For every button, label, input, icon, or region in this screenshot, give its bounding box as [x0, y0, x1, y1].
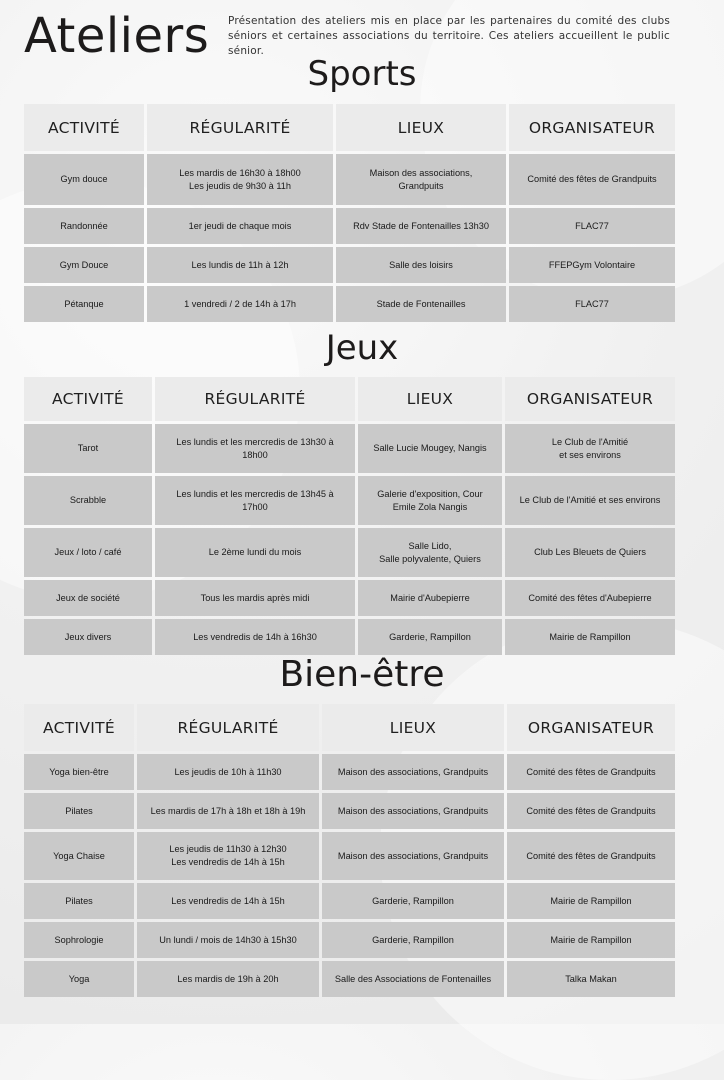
- table-row: [24, 922, 675, 958]
- activity-cell: Jeux divers: [24, 619, 152, 655]
- organizer-cell: Mairie de Rampillon: [507, 922, 675, 958]
- organizer-line: Le Club de l'Amitié: [551, 436, 629, 447]
- activity-cell: Yoga Chaise: [24, 832, 134, 880]
- activity-cell: Pétanque: [24, 286, 144, 322]
- organizer-line: et ses environs: [559, 449, 621, 460]
- schedule-line: 17h00: [242, 501, 268, 512]
- table-row: [24, 154, 675, 205]
- table-header-row: [24, 104, 675, 151]
- schedule-cell: Un lundi / mois de 14h30 à 15h30: [137, 922, 319, 958]
- schedule-cell: Les mardis de 19h à 20h: [137, 961, 319, 997]
- intro-text: Présentation des ateliers mis en place par les partenaires du comité des clubs séniors et certaines associations du territoire. Ces ateliers accueillent le public sénior.: [228, 15, 670, 57]
- table-row: [24, 754, 675, 790]
- activity-cell: Scrabble: [24, 476, 152, 525]
- schedule-cell: Les vendredis de 14h à 15h: [137, 883, 319, 919]
- jeux-table: [21, 374, 678, 658]
- schedule-cell: Les lundis de 11h à 12h: [147, 247, 333, 283]
- location-cell: Maison des associations, Grandpuits: [322, 793, 504, 829]
- location-line: Grandpuits: [398, 180, 444, 191]
- schedule-cell: Les jeudis de 10h à 11h30: [137, 754, 319, 790]
- organizer-cell: Comité des fêtes de Grandpuits: [507, 754, 675, 790]
- location-cell: Rdv Stade de Fontenailles 13h30: [336, 208, 506, 244]
- table-row: [24, 832, 675, 880]
- activity-cell: Pilates: [24, 883, 134, 919]
- organizer-cell: Comité des fêtes de Grandpuits: [507, 832, 675, 880]
- location-cell: [358, 528, 502, 577]
- schedule-line: Les mardis de 16h30 à 18h00: [179, 167, 301, 178]
- location-cell: Stade de Fontenailles: [336, 286, 506, 322]
- sports-table: [21, 101, 678, 325]
- column-header: ACTIVITÉ: [24, 704, 134, 751]
- schedule-cell: 1er jeudi de chaque mois: [147, 208, 333, 244]
- activity-cell: Jeux / loto / café: [24, 528, 152, 577]
- table-row: [24, 424, 675, 473]
- organizer-cell: Mairie de Rampillon: [505, 619, 675, 655]
- column-header: ORGANISATEUR: [507, 704, 675, 751]
- schedule-cell: 1 vendredi / 2 de 14h à 17h: [147, 286, 333, 322]
- location-line: Salle Lido,: [408, 540, 452, 551]
- page-title: Ateliers: [24, 8, 210, 64]
- organizer-cell: Club Les Bleuets de Quiers: [505, 528, 675, 577]
- organizer-cell: Comité des fêtes de Grandpuits: [507, 793, 675, 829]
- location-cell: Salle des Associations de Fontenailles: [322, 961, 504, 997]
- location-line: Emile Zola Nangis: [392, 501, 468, 512]
- schedule-cell: [147, 154, 333, 205]
- schedule-cell: Les mardis de 17h à 18h et 18h à 19h: [137, 793, 319, 829]
- table-row: [24, 528, 675, 577]
- table-row: [24, 476, 675, 525]
- schedule-line: Les vendredis de 14h à 15h: [171, 857, 285, 867]
- schedule-line: Les lundis et les mercredis de 13h45 à: [176, 488, 334, 499]
- location-cell: Garderie, Rampillon: [322, 922, 504, 958]
- location-cell: Garderie, Rampillon: [322, 883, 504, 919]
- section-title-jeux: Jeux: [325, 328, 399, 368]
- column-header: ACTIVITÉ: [24, 377, 152, 421]
- table-header-row: [24, 377, 675, 421]
- schedule-cell: [155, 424, 355, 473]
- table-row: [24, 883, 675, 919]
- activity-cell: Randonnée: [24, 208, 144, 244]
- bien-etre-table: [21, 701, 678, 1000]
- location-line: Galerie d'exposition, Cour: [377, 488, 483, 499]
- location-cell: Mairie d'Aubepierre: [358, 580, 502, 616]
- activity-cell: Jeux de société: [24, 580, 152, 616]
- organizer-cell: Talka Makan: [507, 961, 675, 997]
- activity-cell: Sophrologie: [24, 922, 134, 958]
- location-cell: [358, 476, 502, 525]
- organizer-cell: Comité des fêtes de Grandpuits: [509, 154, 675, 205]
- activity-cell: Yoga: [24, 961, 134, 997]
- column-header: RÉGULARITÉ: [155, 377, 355, 421]
- section-title-bien-etre: Bien-être: [279, 654, 445, 695]
- section-title-sports: Sports: [307, 54, 417, 94]
- location-cell: Garderie, Rampillon: [358, 619, 502, 655]
- column-header: ORGANISATEUR: [509, 104, 675, 151]
- table-header-row: [24, 704, 675, 751]
- organizer-cell: [505, 424, 675, 473]
- activity-cell: Tarot: [24, 424, 152, 473]
- organizer-cell: Le Club de l'Amitié et ses environs: [505, 476, 675, 525]
- table-row: [24, 580, 675, 616]
- schedule-line: Les jeudis de 11h30 à 12h30: [169, 844, 287, 854]
- column-header: ORGANISATEUR: [505, 377, 675, 421]
- table-row: [24, 619, 675, 655]
- location-cell: Maison des associations, Grandpuits: [322, 832, 504, 880]
- activity-cell: Gym Douce: [24, 247, 144, 283]
- organizer-cell: Mairie de Rampillon: [507, 883, 675, 919]
- column-header: LIEUX: [336, 104, 506, 151]
- activity-cell: Yoga bien-être: [24, 754, 134, 790]
- column-header: RÉGULARITÉ: [147, 104, 333, 151]
- location-cell: Maison des associations, Grandpuits: [322, 754, 504, 790]
- column-header: RÉGULARITÉ: [137, 704, 319, 751]
- schedule-cell: Le 2ème lundi du mois: [155, 528, 355, 577]
- organizer-cell: FLAC77: [509, 208, 675, 244]
- table-row: [24, 208, 675, 244]
- column-header: LIEUX: [358, 377, 502, 421]
- table-row: [24, 961, 675, 997]
- organizer-cell: Comité des fêtes d'Aubepierre: [505, 580, 675, 616]
- location-cell: Salle des loisirs: [336, 247, 506, 283]
- organizer-cell: FFEPGym Volontaire: [509, 247, 675, 283]
- schedule-cell: [137, 832, 319, 880]
- location-cell: [336, 154, 506, 205]
- schedule-cell: Les vendredis de 14h à 16h30: [155, 619, 355, 655]
- location-line: Salle polyvalente, Quiers: [379, 553, 481, 564]
- column-header: ACTIVITÉ: [24, 104, 144, 151]
- location-line: Maison des associations,: [369, 167, 473, 178]
- column-header: LIEUX: [322, 704, 504, 751]
- activity-cell: Gym douce: [24, 154, 144, 205]
- table-row: [24, 286, 675, 322]
- organizer-cell: FLAC77: [509, 286, 675, 322]
- table-row: [24, 793, 675, 829]
- activity-cell: Pilates: [24, 793, 134, 829]
- table-row: [24, 247, 675, 283]
- schedule-line: Les jeudis de 9h30 à 11h: [189, 180, 291, 191]
- schedule-line: 18h00: [242, 449, 268, 460]
- schedule-line: Les lundis et les mercredis de 13h30 à: [176, 436, 334, 447]
- schedule-cell: Tous les mardis après midi: [155, 580, 355, 616]
- schedule-cell: [155, 476, 355, 525]
- location-cell: Salle Lucie Mougey, Nangis: [358, 424, 502, 473]
